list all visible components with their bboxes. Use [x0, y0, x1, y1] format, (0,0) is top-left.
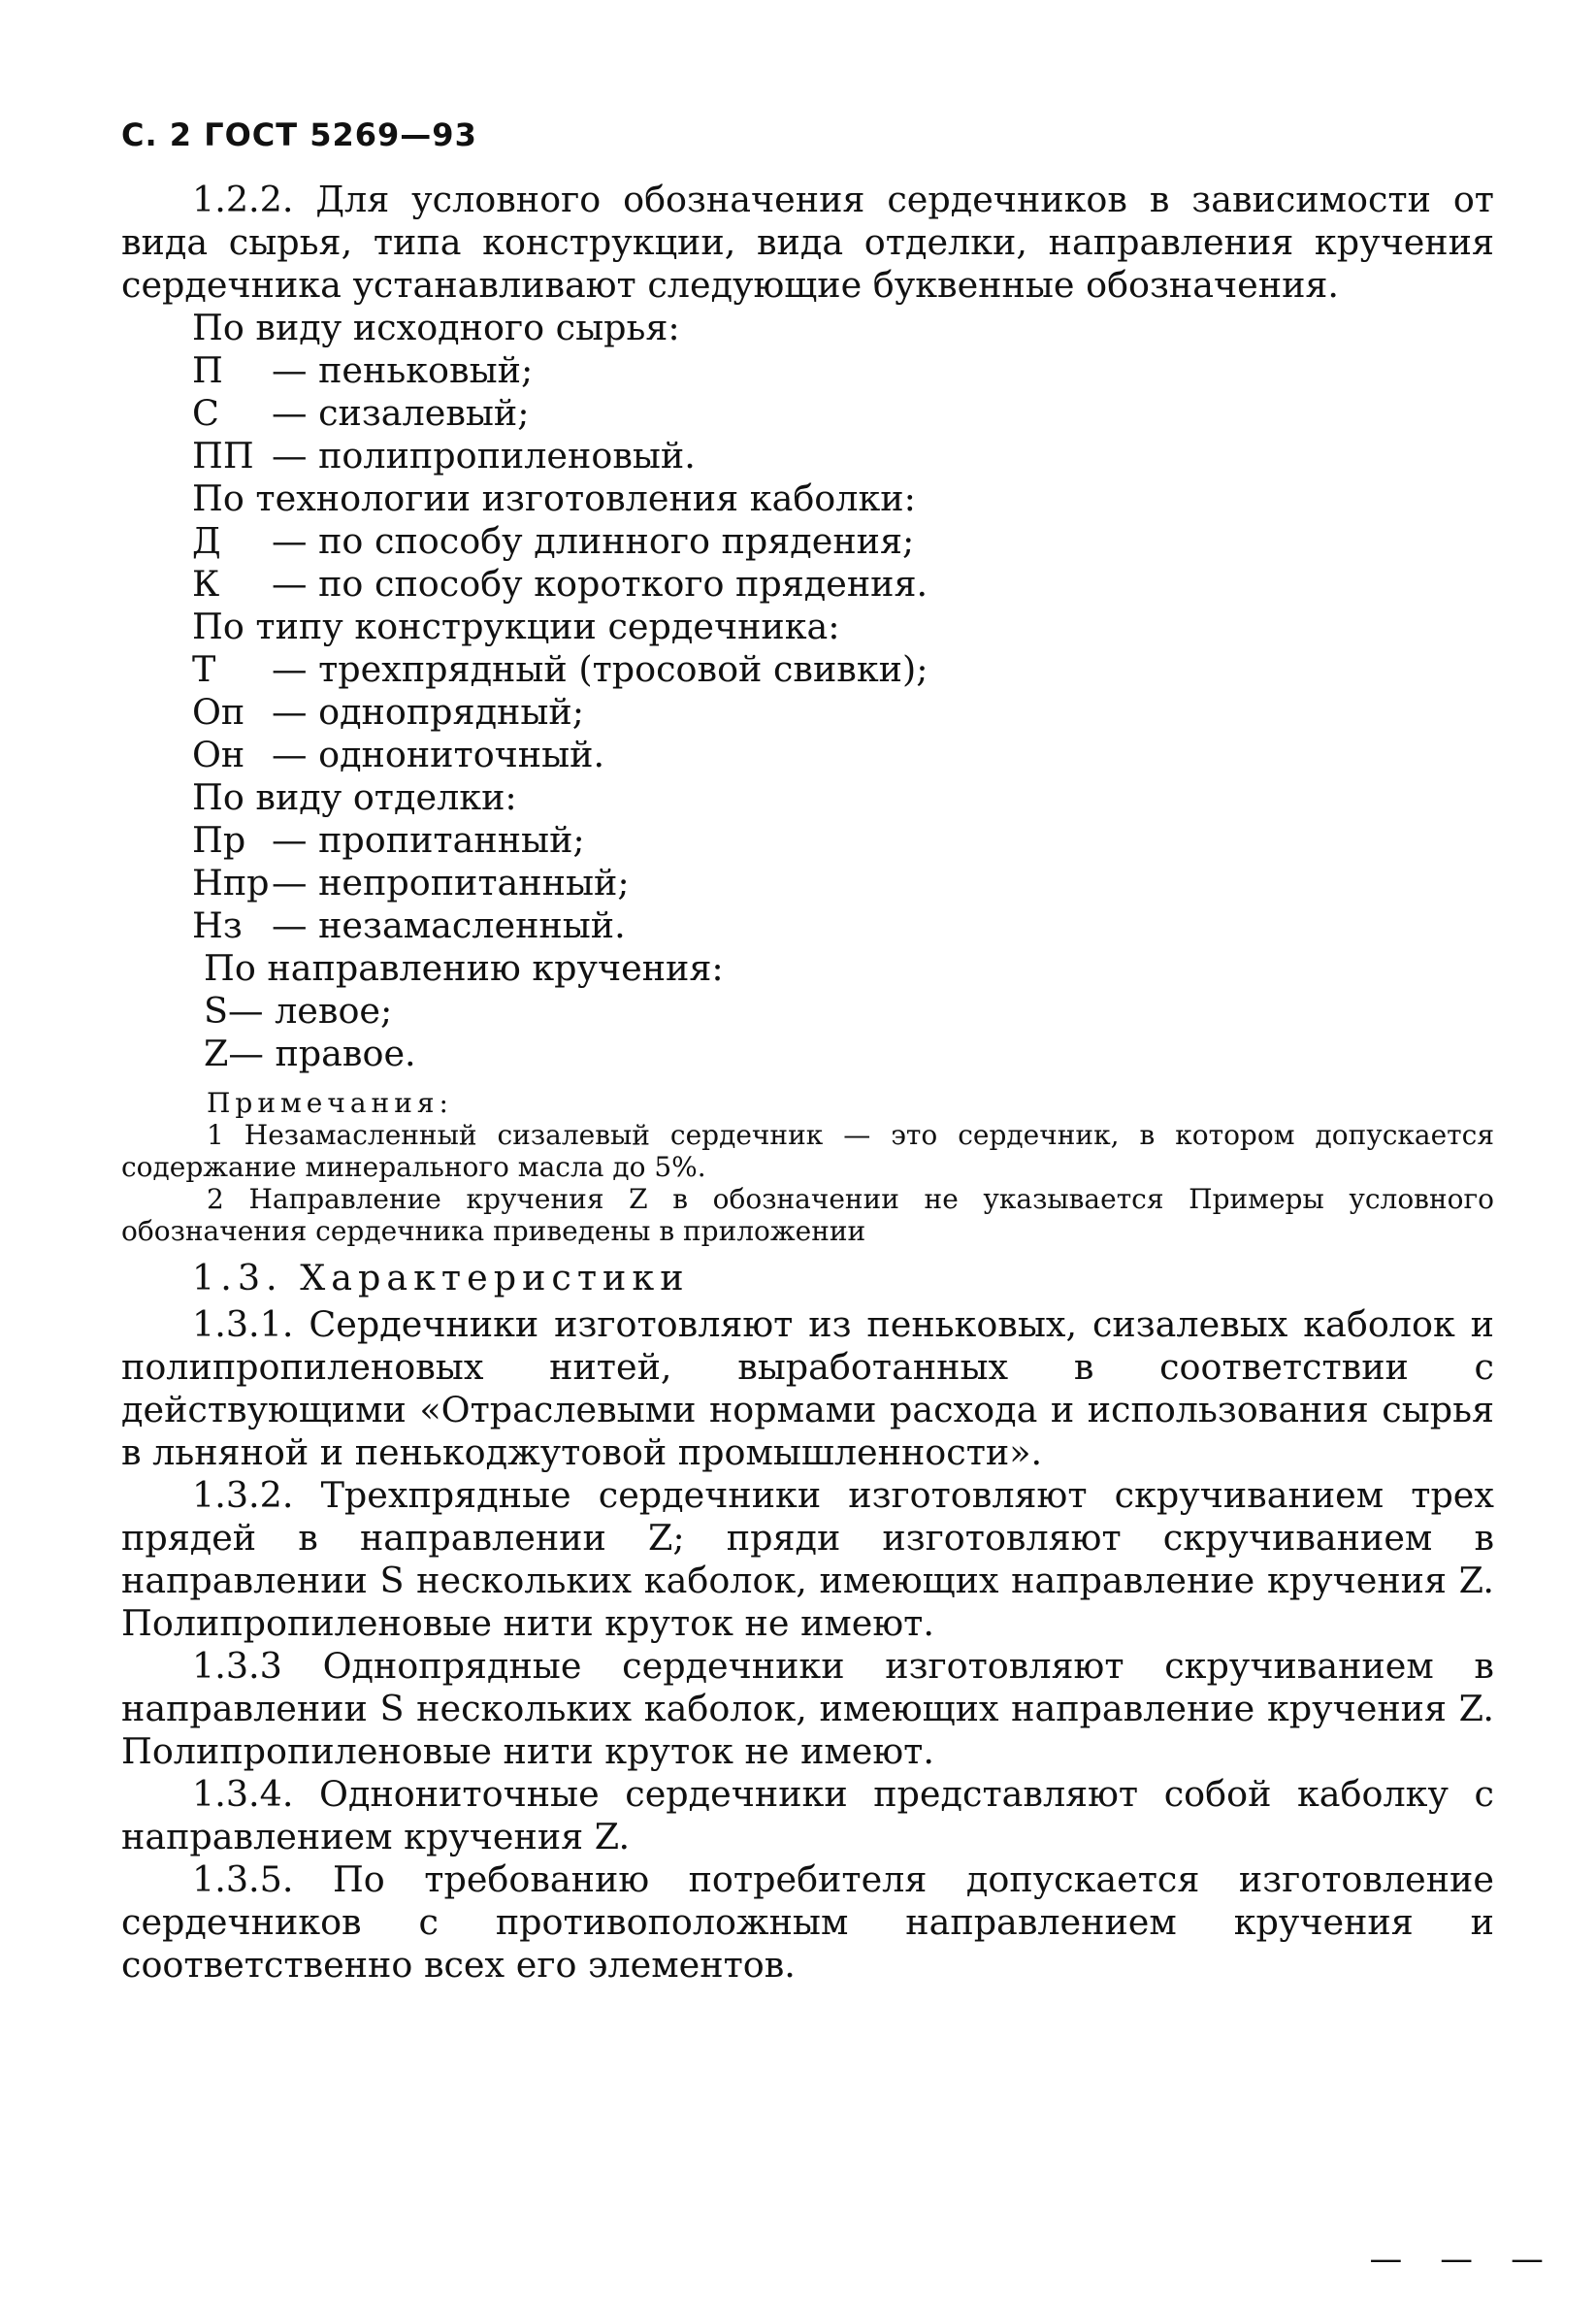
designation-item: [204, 990, 1494, 1033]
notes-title: Примечания:: [207, 1087, 453, 1119]
designation-group-construction: [121, 606, 1494, 776]
designation-code: К: [192, 563, 220, 605]
designation-code: Он: [192, 734, 245, 775]
designation-item: [192, 819, 1494, 862]
designation-text: — полипропиленовый.: [272, 435, 696, 476]
designation-group-twist-direction: [121, 947, 1494, 1075]
paragraph-1-3-4: 1.3.4. Однониточные сердечники представляют собой каболку с направлением кручения Z.: [121, 1773, 1494, 1857]
group-title: По типу конструкции сердечника:: [192, 606, 840, 647]
paragraph-1-3-3: 1.3.3 Однопрядные сердечники изготовляют скручиванием в направлении S нескольких каболок, имеющих направление кручения Z. Полипропиленовые нити круток не имеют.: [121, 1645, 1494, 1772]
designation-item: [192, 349, 1494, 392]
designation-code: С: [192, 392, 219, 434]
designation-item: [204, 1033, 1494, 1075]
designation-code: Нз: [192, 904, 243, 946]
note-item: 2 Направление кручения Z в обозначении не указывается Примеры условного обозначения сердечника приведены в приложении: [121, 1183, 1494, 1247]
designation-item: [192, 904, 1494, 947]
group-title: По технологии изготовления каболки:: [192, 477, 916, 519]
designation-code: Z: [204, 1033, 229, 1074]
note-item: 1 Незамасленный сизалевый сердечник — это сердечник, в котором допускается содержание минерального масла до 5%.: [121, 1119, 1494, 1183]
designation-text: — пеньковый;: [272, 349, 534, 391]
paragraph-1-2-2: 1.2.2. Для условного обозначения сердечников в зависимости от вида сырья, типа конструкции, вида отделки, направления кручения сердечника устанавливают следующие буквенные обозначения.: [121, 179, 1494, 306]
group-title: По виду отделки:: [192, 776, 517, 818]
paragraph-1-3-1: 1.3.1. Сердечники изготовляют из пеньковых, сизалевых каболок и полипропиленовых нитей, выработанных в соответствии с действующими «Отраслевыми нормами расхода и использования сырья в льняной и пенькоджутовой промышленности».: [121, 1303, 1494, 1473]
notes-block: [121, 1087, 1494, 1247]
designation-item: [192, 392, 1494, 435]
designation-item: [192, 734, 1494, 776]
designation-code: Оп: [192, 691, 245, 733]
designation-item: [192, 691, 1494, 734]
designation-item: [192, 563, 1494, 606]
designation-text: — по способу длинного прядения;: [272, 520, 915, 562]
document-page: [121, 116, 1494, 1987]
designation-item: [192, 435, 1494, 477]
page-header: С. 2 ГОСТ 5269—93: [121, 116, 477, 153]
footer-marks: — — —: [1369, 2240, 1557, 2279]
section-title: 1.3. Характеристики: [192, 1257, 690, 1298]
document-body: [121, 179, 1494, 1987]
designation-code: Пр: [192, 819, 246, 861]
group-title: По виду исходного сырья:: [192, 307, 680, 348]
designation-text: — однониточный.: [272, 734, 605, 775]
designation-text: — незамасленный.: [272, 904, 626, 946]
designation-item: [192, 520, 1494, 563]
designation-text: — сизалевый;: [272, 392, 530, 434]
designation-code: Т: [192, 648, 216, 690]
designation-code: П: [192, 349, 223, 391]
designation-text: — непропитанный;: [272, 862, 630, 904]
paragraph-1-3-2: 1.3.2. Трехпрядные сердечники изготовляют скручиванием трех прядей в направлении Z; пряди изготовляют скручиванием в направлении S нескольких каболок, имеющих направление кручения Z. Полипропиленовые нити круток не имеют.: [121, 1474, 1494, 1644]
designation-text: — трехпрядный (тросовой свивки);: [272, 648, 928, 690]
designation-item: [192, 648, 1494, 691]
paragraph-1-3-5: 1.3.5. По требованию потребителя допускается изготовление сердечников с противоположным направлением кручения и соответственно всех его элементов.: [121, 1858, 1494, 1986]
designation-code: S: [204, 990, 229, 1032]
designation-code: ПП: [192, 435, 254, 476]
designation-group-finish: [121, 776, 1494, 947]
designation-text: — левое;: [228, 990, 393, 1032]
designation-text: — правое.: [228, 1033, 416, 1074]
designation-text: — пропитанный;: [272, 819, 585, 861]
group-title: По направлению кручения:: [204, 947, 724, 989]
designation-group-raw-material: [121, 307, 1494, 477]
designation-code: Д: [192, 520, 221, 562]
designation-text: — по способу короткого прядения.: [272, 563, 928, 605]
designation-item: Нпр — непропитанный;: [192, 862, 630, 904]
designation-text: — однопрядный;: [272, 691, 585, 733]
designation-group-technology: [121, 477, 1494, 606]
